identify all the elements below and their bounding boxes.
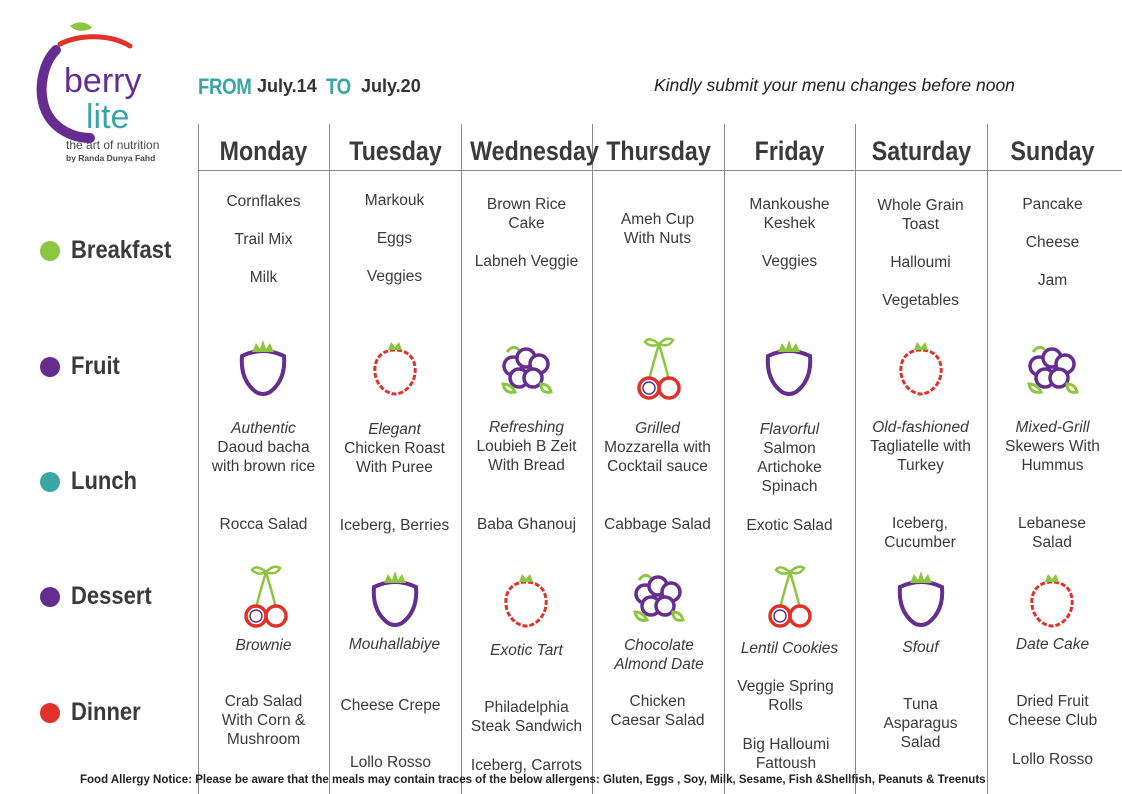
- dinner-side-friday: Big Halloumi Fattoush: [742, 736, 830, 772]
- svg-text:berry: berry: [64, 62, 142, 100]
- lunch-thursday: Grilled Mozzarella with Cocktail sauce: [604, 420, 711, 475]
- raspberry-icon: [491, 566, 561, 636]
- lunch-side-saturday: Iceberg, Cucumber: [884, 515, 956, 551]
- dessert-tuesday: Mouhallabiye: [348, 636, 441, 653]
- row-label-dinner: Dinner: [40, 698, 150, 727]
- dessert-saturday: Sfouf: [902, 639, 939, 656]
- day-header-tuesday: Tuesday: [349, 136, 442, 166]
- dinner-wednesday: Philadelphia Steak Sandwich: [470, 699, 583, 735]
- cherry-icon: [754, 562, 824, 632]
- logo-tagline: the art of nutrition: [66, 138, 160, 152]
- allergy-notice: Food Allergy Notice: Please be aware that the meals may contain traces of the below allergens: Gluten, Eggs , Soy, Milk, Sesame, Fish &Shellfish, Peanuts & Treenuts: [80, 774, 986, 786]
- from-date: July.14: [257, 76, 317, 96]
- dessert-monday: Brownie: [235, 637, 292, 654]
- lunch-monday: Authentic Daoud bacha with brown rice: [211, 420, 316, 475]
- lunch-wednesday: Refreshing Loubieh B Zeit With Bread: [476, 419, 577, 474]
- logo-byline: by Randa Dunya Fahd: [66, 153, 156, 163]
- to-date: July.20: [361, 76, 421, 96]
- dessert-thursday: Chocolate Almond Date: [614, 637, 704, 673]
- breakfast-saturday: Whole Grain Toast Halloumi Vegetables: [877, 197, 964, 309]
- to-label: TO: [326, 74, 351, 99]
- breakfast-monday: Cornflakes Trail Mix Milk: [226, 193, 301, 286]
- dinner-side-tuesday: Lollo Rosso: [350, 754, 431, 771]
- plum-icon: [754, 334, 824, 404]
- breakfast-thursday: Ameh Cup With Nuts: [620, 211, 695, 247]
- breakfast-friday: Mankoushe Keshek Veggies: [749, 196, 830, 270]
- breakfast-tuesday: Markouk Eggs Veggies: [364, 192, 425, 285]
- cherry-icon: [230, 562, 300, 632]
- header-divider: [198, 170, 1122, 171]
- lunch-dot: [40, 472, 60, 492]
- svg-text:lite: lite: [86, 98, 130, 136]
- row-label-fruit: Fruit: [40, 352, 127, 381]
- raspberry-icon: [360, 334, 430, 404]
- lunch-side-sunday: Lebanese Salad: [1017, 515, 1087, 551]
- dessert-sunday: Date Cake: [1015, 636, 1090, 653]
- cherry-icon: [623, 334, 693, 404]
- lunch-side-monday: Rocca Salad: [219, 516, 308, 533]
- submission-note: Kindly submit your menu changes before noon: [654, 75, 1015, 95]
- dinner-side-sunday: Lollo Rosso: [1012, 751, 1093, 768]
- dinner-sunday: Dried Fruit Cheese Club: [1007, 693, 1098, 729]
- breakfast-dot: [40, 241, 60, 261]
- dessert-wednesday: Exotic Tart: [490, 642, 563, 659]
- breakfast-sunday: Pancake Cheese Jam: [1022, 196, 1083, 289]
- plum-icon: [360, 565, 430, 635]
- from-label: FROM: [198, 74, 252, 99]
- day-header-saturday: Saturday: [871, 136, 972, 166]
- dinner-dot: [40, 703, 60, 723]
- dessert-dot: [40, 587, 60, 607]
- day-header-monday: Monday: [219, 136, 308, 166]
- blueberry-icon: [1017, 334, 1087, 404]
- raspberry-icon: [886, 334, 956, 404]
- plum-icon: [228, 334, 298, 404]
- raspberry-icon: [1017, 566, 1087, 636]
- day-header-sunday: Sunday: [1010, 136, 1095, 166]
- lunch-tuesday: Elegant Chicken Roast With Puree: [344, 421, 445, 476]
- dinner-side-wednesday: Iceberg, Carrots: [470, 757, 583, 774]
- lunch-side-tuesday: Iceberg, Berries: [339, 517, 450, 534]
- dinner-monday: Crab Salad With Corn & Mushroom: [221, 693, 306, 748]
- lunch-side-thursday: Cabbage Salad: [604, 516, 711, 533]
- lunch-sunday: Mixed-Grill Skewers With Hummus: [1005, 419, 1100, 474]
- lunch-side-wednesday: Baba Ghanouj: [476, 516, 577, 533]
- fruit-dot: [40, 357, 60, 377]
- day-header-thursday: Thursday: [606, 136, 711, 166]
- dinner-saturday: Tuna Asparagus Salad: [883, 696, 958, 751]
- blueberry-icon: [491, 334, 561, 404]
- row-label-dessert: Dessert: [40, 582, 163, 611]
- dinner-friday: Veggie Spring Rolls: [737, 678, 834, 714]
- breakfast-wednesday: Brown Rice Cake Labneh Veggie: [474, 196, 579, 270]
- dinner-thursday: Chicken Caesar Salad: [610, 693, 705, 729]
- dessert-friday: Lentil Cookies: [740, 640, 839, 657]
- lunch-saturday: Old-fashioned Tagliatelle with Turkey: [870, 419, 971, 474]
- row-label-lunch: Lunch: [40, 467, 146, 496]
- blueberry-icon: [623, 562, 693, 632]
- lunch-friday: Flavorful Salmon Artichoke Spinach: [757, 421, 822, 495]
- dinner-tuesday: Cheese Crepe: [340, 697, 441, 714]
- day-header-friday: Friday: [754, 136, 825, 166]
- day-header-wednesday: Wednesday: [470, 136, 599, 166]
- lunch-side-friday: Exotic Salad: [746, 517, 833, 534]
- row-label-breakfast: Breakfast: [40, 236, 185, 265]
- plum-icon: [886, 565, 956, 635]
